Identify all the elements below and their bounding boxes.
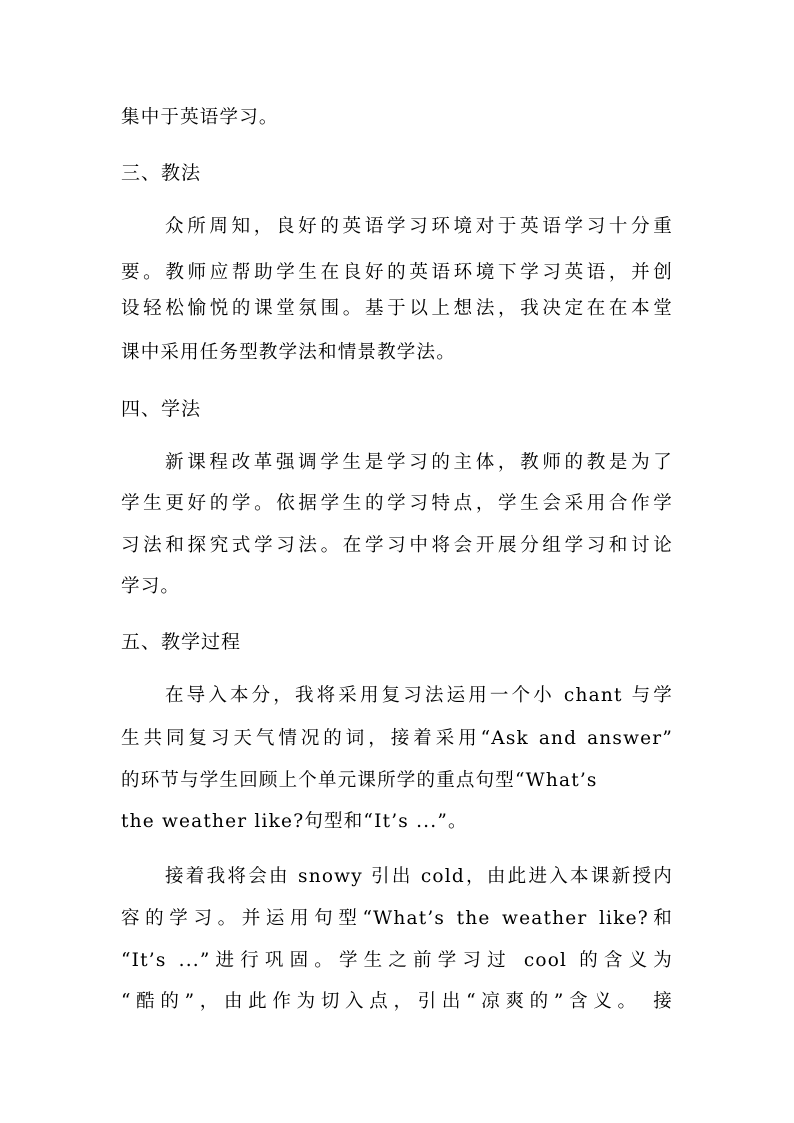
paragraph-line: “酷的”，由此作为切入点，引出“凉爽的”含义。 接 <box>121 991 673 1012</box>
paragraph-line: 容的学习。并运用句型“What’s the weather like?和 <box>121 908 673 929</box>
paragraph-line: 习法和探究式学习法。在学习中将会开展分组学习和讨论 <box>121 535 673 556</box>
paragraph-line: 课中采用任务型教学法和情景教学法。 <box>121 342 456 363</box>
paragraph-line: 学生更好的学。依据学生的学习特点，学生会采用合作学 <box>121 493 673 514</box>
paragraph-line: 众所周知，良好的英语学习环境对于英语学习十分重 <box>165 216 673 237</box>
paragraph-line: “It’s ...”进行巩固。学生之前学习过 cool 的含义为 <box>121 950 673 971</box>
paragraph-line: 的环节与学生回顾上个单元课所学的重点句型“What’s <box>121 770 598 791</box>
paragraph-line: the weather like?句型和“It’s ...”。 <box>121 811 468 832</box>
section-heading-teaching-process: 五、教学过程 <box>121 631 242 653</box>
section-heading-learning-method: 四、学法 <box>121 398 202 420</box>
section-heading-teaching-method: 三、教法 <box>121 162 202 184</box>
paragraph-line: 接着我将会由 snowy 引出 cold，由此进入本课新授内 <box>165 866 673 887</box>
paragraph-line: 新课程改革强调学生是学习的主体，教师的教是为了 <box>165 452 673 473</box>
paragraph-line: 在导入本分，我将采用复习法运用一个小 chant 与学 <box>165 685 673 706</box>
paragraph-line: 要。教师应帮助学生在良好的英语环境下学习英语，并创 <box>121 262 673 283</box>
paragraph-line: 设轻松愉悦的课堂氛围。基于以上想法，我决定在在本堂 <box>121 298 673 319</box>
paragraph-line: 生共同复习天气情况的词，接着采用“Ask and answer” <box>121 728 673 749</box>
paragraph-line: 学习。 <box>121 576 181 597</box>
paragraph-line: 集中于英语学习。 <box>121 107 279 128</box>
